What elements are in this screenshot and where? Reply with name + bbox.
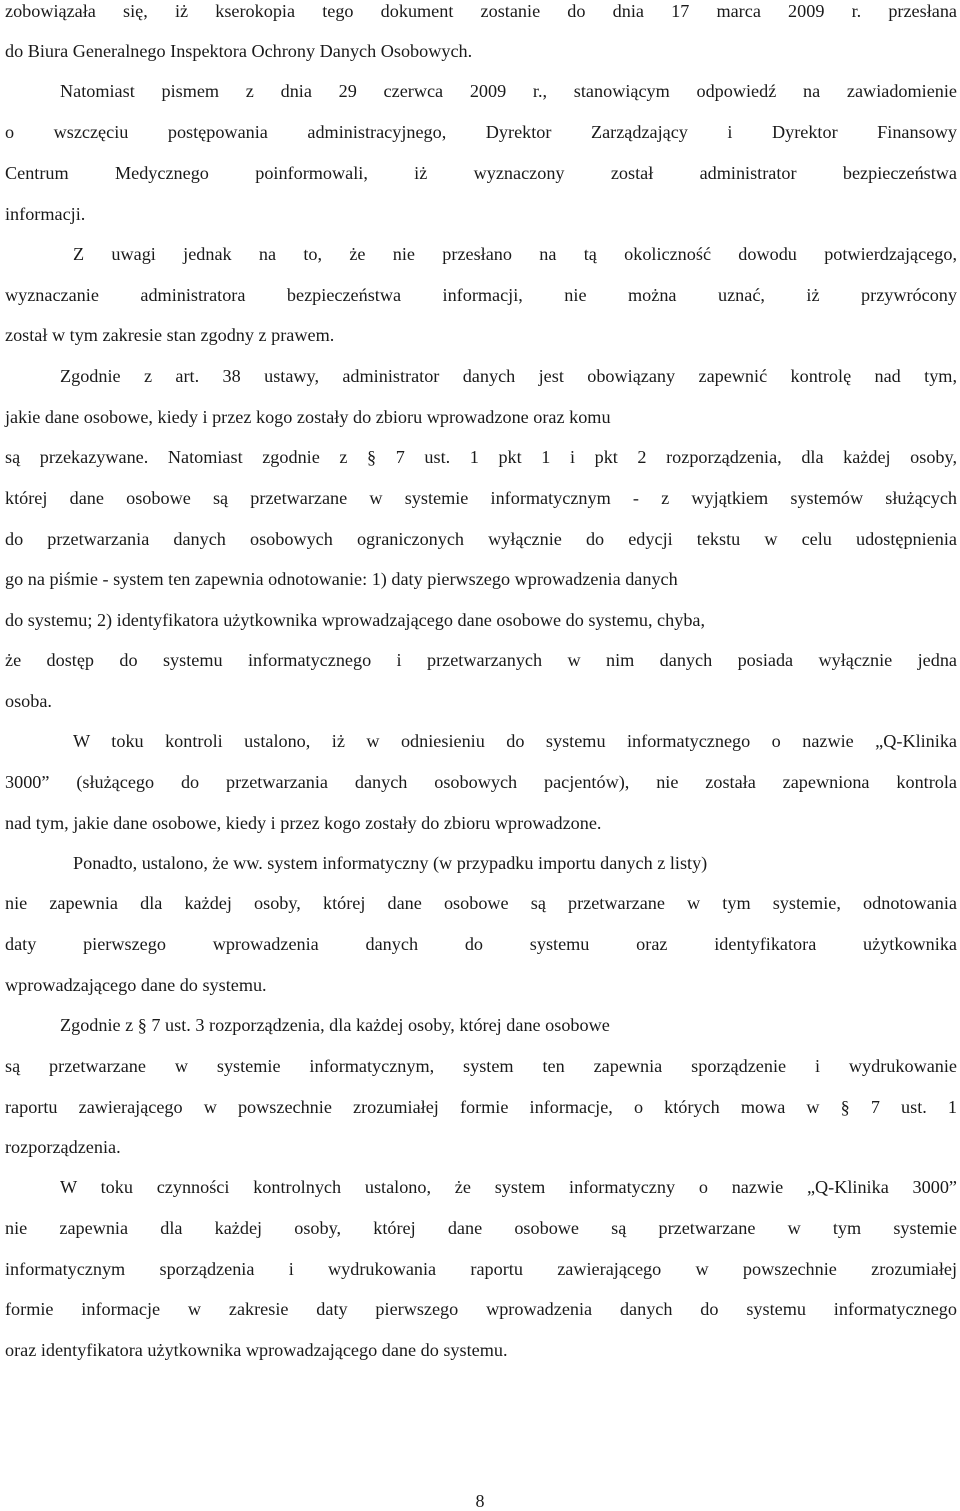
text-line: do systemu; 2) identyfikatora użytkownika wprowadzającego dane osobowe do systemu, chyba,: [5, 610, 706, 630]
text-line: oraz identyfikatora użytkownika wprowadzającego dane do systemu.: [5, 1340, 508, 1360]
text-line: wprowadzającego dane do systemu.: [5, 975, 267, 995]
text-line: go na piśmie - system ten zapewnia odnotowanie: 1) daty pierwszego wprowadzenia danych: [5, 569, 678, 589]
text-line: są przetwarzane w systemie informatycznym, system ten zapewnia sporządzenie i wydrukowanie: [5, 1056, 957, 1076]
text-line: Natomiast pismem z dnia 29 czerwca 2009 r., stanowiącym odpowiedź na zawiadomienie: [60, 81, 957, 101]
text-line: nie zapewnia dla każdej osoby, której dane osobowe są przetwarzane w tym systemie: [5, 1218, 957, 1238]
text-line: formie informacje w zakresie daty pierwszego wprowadzenia danych do systemu informatycznego: [5, 1299, 957, 1319]
text-line: do Biura Generalnego Inspektora Ochrony Danych Osobowych.: [5, 41, 473, 61]
text-line: której dane osobowe są przetwarzane w systemie informatycznym - z wyjątkiem systemów służących: [5, 488, 957, 508]
text-line: zobowiązała się, iż kserokopia tego dokument zostanie do dnia 17 marca 2009 r. przesłana: [5, 1, 957, 21]
text-line: W toku kontroli ustalono, iż w odniesieniu do systemu informatycznego o nazwie „Q-Klinika: [73, 731, 957, 751]
text-line: osoba.: [5, 691, 52, 711]
text-line: rozporządzenia.: [5, 1137, 121, 1157]
text-line: o wszczęciu postępowania administracyjnego, Dyrektor Zarządzający i Dyrektor Finansowy: [5, 122, 957, 142]
text-line: nad tym, jakie dane osobowe, kiedy i przez kogo zostały do zbioru wprowadzone.: [5, 813, 602, 833]
text-line: Z uwagi jednak na to, że nie przesłano na tą okoliczność dowodu potwierdzającego,: [73, 244, 957, 264]
text-line: wyznaczanie administratora bezpieczeństwa informacji, nie można uznać, iż przywrócony: [5, 285, 957, 305]
text-line: Ponadto, ustalono, że ww. system informatyczny (w przypadku importu danych z listy): [73, 853, 708, 873]
text-line: daty pierwszego wprowadzenia danych do systemu oraz identyfikatora użytkownika: [5, 934, 957, 954]
text-line: 3000” (służącego do przetwarzania danych osobowych pacjentów), nie została zapewniona kontrola: [5, 772, 957, 792]
text-line: nie zapewnia dla każdej osoby, której dane osobowe są przetwarzane w tym systemie, odnotowania: [5, 893, 957, 913]
text-line: Zgodnie z § 7 ust. 3 rozporządzenia, dla każdej osoby, której dane osobowe: [60, 1015, 610, 1035]
text-line: jakie dane osobowe, kiedy i przez kogo zostały do zbioru wprowadzone oraz komu: [5, 407, 611, 427]
text-line: Centrum Medycznego poinformowali, iż wyznaczony został administrator bezpieczeństwa: [5, 163, 957, 183]
page-number: 8: [475, 1491, 485, 1511]
text-line: są przekazywane. Natomiast zgodnie z § 7 ust. 1 pkt 1 i pkt 2 rozporządzenia, dla każdej osoby,: [5, 447, 957, 467]
text-line: został w tym zakresie stan zgodny z prawem.: [5, 325, 335, 345]
text-line: informacji.: [5, 204, 86, 224]
text-line: W toku czynności kontrolnych ustalono, że system informatyczny o nazwie „Q-Klinika 3000”: [60, 1177, 957, 1197]
text-line: że dostęp do systemu informatycznego i przetwarzanych w nim danych posiada wyłącznie jedna: [5, 650, 957, 670]
text-line: informatycznym sporządzenia i wydrukowania raportu zawierającego w powszechnie zrozumiałej: [5, 1259, 957, 1279]
text-line: raportu zawierającego w powszechnie zrozumiałej formie informacje, o których mowa w § 7 ust. 1: [5, 1097, 957, 1117]
text-line: do przetwarzania danych osobowych ograniczonych wyłącznie do edycji tekstu w celu udostępnienia: [5, 529, 957, 549]
text-line: Zgodnie z art. 38 ustawy, administrator danych jest obowiązany zapewnić kontrolę nad tym,: [60, 366, 957, 386]
